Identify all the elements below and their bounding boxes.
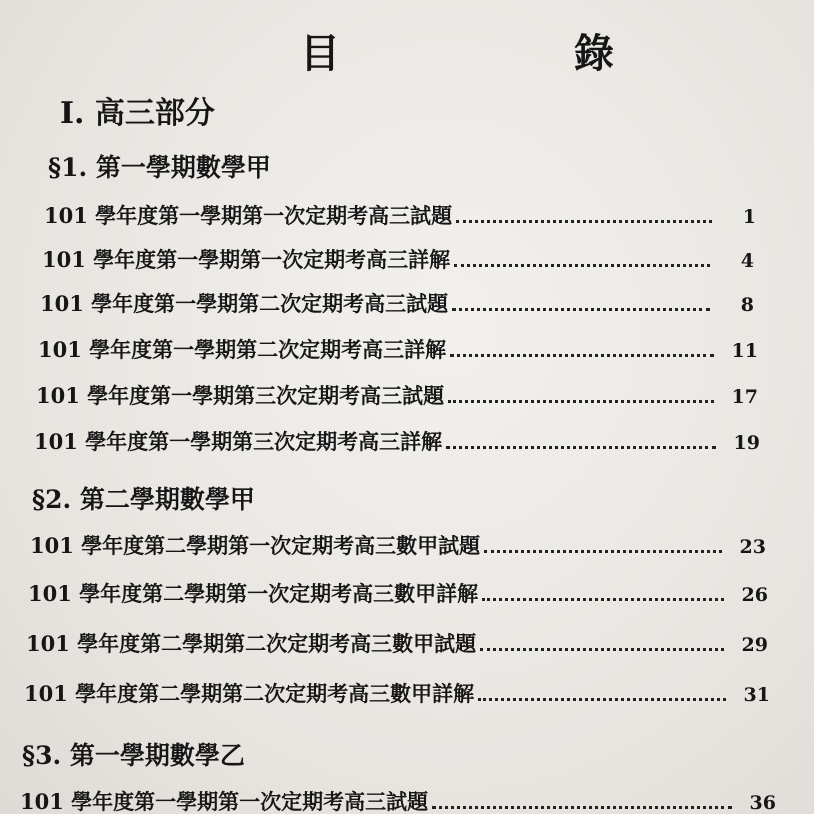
dot-leader xyxy=(478,684,726,701)
section-heading-3: §3. 第一學期數學乙 xyxy=(22,741,245,770)
toc-entry-page: 36 xyxy=(749,792,776,814)
toc-entry-page: 29 xyxy=(741,634,768,656)
toc-entry-label: 101 學年度第一學期第二次定期考高三詳解 xyxy=(38,337,447,362)
toc-entry[interactable] xyxy=(26,628,768,662)
dot-leader xyxy=(456,206,712,223)
toc-entry-page: 26 xyxy=(741,584,768,606)
dot-leader xyxy=(446,432,716,449)
toc-entry-page: 8 xyxy=(740,294,754,316)
toc-entry-label: 101 學年度第二學期第一次定期考高三數甲詳解 xyxy=(28,581,479,606)
dot-leader xyxy=(484,536,722,553)
toc-entry-page: 11 xyxy=(731,340,758,362)
toc-entry-page: 23 xyxy=(739,536,766,558)
toc-entry-label: 101 學年度第二學期第二次定期考高三數甲試題 xyxy=(26,631,477,656)
dot-leader xyxy=(480,634,724,651)
toc-entry[interactable] xyxy=(28,578,768,612)
toc-entry-page: 19 xyxy=(733,432,760,454)
toc-entry-label: 101 學年度第二學期第一次定期考高三數甲試題 xyxy=(30,533,481,558)
section-heading-1: §1. 第一學期數學甲 xyxy=(48,153,271,182)
toc-entry-label: 101 學年度第一學期第一次定期考高三試題 xyxy=(44,203,453,228)
toc-entry[interactable] xyxy=(42,244,754,278)
toc-entry[interactable] xyxy=(40,288,754,322)
toc-entry-label: 101 學年度第二學期第二次定期考高三數甲詳解 xyxy=(24,681,475,706)
toc-entry-page: 31 xyxy=(743,684,770,706)
toc-entry[interactable] xyxy=(44,200,756,234)
toc-entry-page: 4 xyxy=(740,250,754,272)
part-heading: Ⅰ. 高三部分 xyxy=(60,96,215,131)
dot-leader xyxy=(452,294,710,311)
toc-entry[interactable] xyxy=(36,380,758,414)
toc-entry[interactable] xyxy=(20,786,776,814)
dot-leader xyxy=(448,386,714,403)
dot-leader xyxy=(432,792,732,809)
toc-entry-label: 101 學年度第一學期第一次定期考高三詳解 xyxy=(42,247,451,272)
toc-entry[interactable] xyxy=(30,530,766,564)
toc-entry-label: 101 學年度第一學期第三次定期考高三試題 xyxy=(36,383,445,408)
toc-entry[interactable] xyxy=(24,678,770,712)
dot-leader xyxy=(454,250,710,267)
toc-entry-label: 101 學年度第一學期第一次定期考高三試題 xyxy=(20,789,429,814)
toc-entry-page: 17 xyxy=(731,386,758,408)
dot-leader xyxy=(482,584,724,601)
dot-leader xyxy=(450,340,714,357)
toc-entry[interactable] xyxy=(38,334,758,368)
toc-entry-page: 1 xyxy=(742,206,756,228)
toc-entry[interactable] xyxy=(34,426,760,460)
toc-title: 目 錄 xyxy=(300,30,724,77)
toc-entry-label: 101 學年度第一學期第三次定期考高三詳解 xyxy=(34,429,443,454)
section-heading-2: §2. 第二學期數學甲 xyxy=(32,485,255,514)
toc-entry-label: 101 學年度第一學期第二次定期考高三試題 xyxy=(40,291,449,316)
